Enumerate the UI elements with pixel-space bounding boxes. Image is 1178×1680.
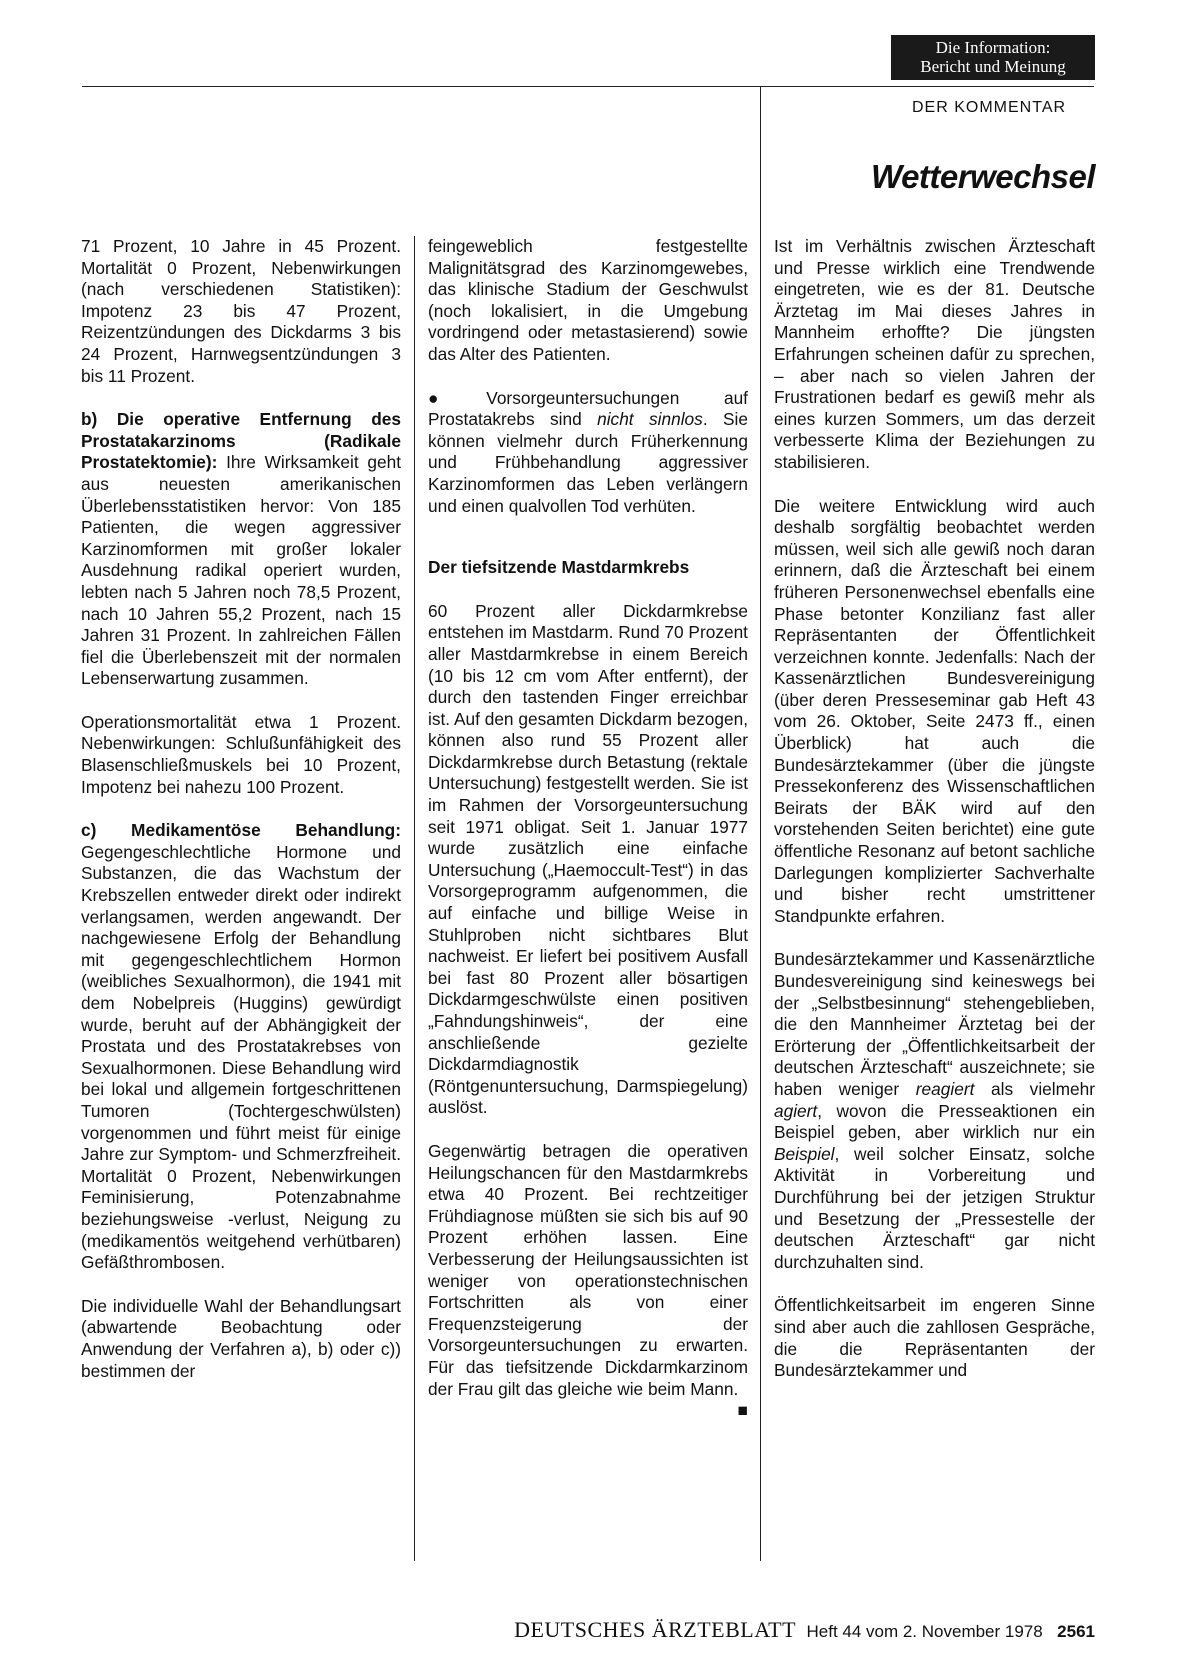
paragraph-text: Vorsorgeuntersuchungen auf Prostatakrebs sind <box>428 387 748 430</box>
commentary-title: Wetterwechsel <box>871 158 1095 195</box>
paragraph-text: , weil solcher Einsatz, solche Aktivität in Vorbereitung und Durchführung bei der jetzigen Struktur und Besetzung der „Pressestelle der deutschen Ärzteschaft“ gar nicht durchzuhalten sind. <box>774 1143 1095 1272</box>
article-column-2 <box>428 236 748 1422</box>
column-divider-left <box>414 236 415 1561</box>
emphasis: Beispiel <box>774 1143 835 1164</box>
bullet-paragraph <box>428 388 748 518</box>
emphasis: reagiert <box>915 1078 975 1099</box>
paragraph <box>81 820 401 1273</box>
section-badge <box>891 35 1095 80</box>
paragraph-text: Ihre Wirksamkeit geht aus neuesten amerikanischen Überlebensstatistiken hervor: Von 185 Patienten, die wegen aggressiver Karzinomformen mit großer lokaler Ausdehnung radikal operiert wurden, lebten nach 5 Jahren noch 78,5 Prozent, nach 10 Jahren 55,2 Prozent, nach 15 Jahren 31 Prozent. In zahlreichen Fällen fiel die Überlebenszeit mit der normalen Lebenserwartung zusammen. <box>81 452 401 689</box>
paragraph-text: Gegenwärtig betragen die operativen Heilungschancen für den Mastdarmkrebs etwa 40 Prozent. Bei rechtzeitiger Frühdiagnose müßten sie sich bis auf 90 Prozent erhöhen lassen. Eine Verbesserung der Heilungsaussichten ist weniger von operationstechnischen Fortschritten als von einer Frequenzsteigerung der Vorsorgeuntersuchungen zu erwarten. Für das tiefsitzende Dickdarmkarzinom der Frau gilt das gleiche wie beim Mann. <box>428 1140 748 1399</box>
emphasis: agiert <box>774 1100 818 1121</box>
end-of-article-mark: ■ <box>737 1400 748 1421</box>
top-rule <box>82 86 1094 87</box>
paragraph: Die weitere Entwicklung wird auch deshalb sorgfältig beobachtet werden müssen, weil sich alle gewiß noch daran erinnern, daß die Ärzteschaft bei einem früheren Personenwechsel ebenfalls eine Phase betonter Konzilianz fast aller Repräsentanten der Öffentlichkeit verzeichnen konnte. Jedenfalls: Nach der Kassenärztlichen Bundesvereinigung (über deren Presseseminar gab Heft 43 vom 26. Oktober, Seite 2473 ff., einen Überblick) hat auch die Bundesärztekammer (über die jüngste Pressekonferenz des Wissenschaftlichen Beirats der BÄK wird auf den vorstehenden Seiten berichtet) eine gute öffentliche Resonanz auf betont sachliche Darlegungen komplizierter Sachverhalte und bisher recht umstrittener Standpunkte erfahren. <box>774 495 1095 926</box>
issue-info: Heft 44 vom 2. November 1978 <box>806 1622 1043 1641</box>
section-badge-line2: Bericht und Meinung <box>920 57 1066 76</box>
commentary-column <box>774 236 1095 1404</box>
paragraph: Die individuelle Wahl der Behandlungsart (abwartende Beobachtung oder Anwendung der Verfahren a), b) oder c)) bestimmen der <box>81 1295 401 1381</box>
paragraph-text: . Sie können vielmehr durch Früherkennung und Frühbehandlung aggressiver Karzinomformen das Leben verlängern und einen qualvollen Tod verhüten. <box>428 409 748 516</box>
paragraph-text: Gegengeschlechtliche Hormone und Substanzen, die das Wachstum der Krebszellen entweder direkt oder indirekt verlangsamen, werden angewandt. Der nachgewiesene Erfolg der Behandlung mit gegengeschlechtlichem Hormon (weibliches Sexualhormon), die 1941 mit dem Nobelpreis (Huggins) gewürdigt wurde, beruht auf der Abhängigkeit der Prostata und des Prostatakrebses von Sexualhormonen. Diese Behandlung wird bei lokal und allgemein fortgeschrittenen Tumoren (Tochtergeschwülsten) vorgenommen und führt meist für einige Jahre zur Symptom- und Schmerzfreiheit. Mortalität 0 Prozent, Nebenwirkungen Feminisierung, Potenzabnahme beziehungsweise -verlust, Neigung zu (medikamentös weitgehend verhütbaren) Gefäßthrombosen. <box>81 841 401 1273</box>
page-footer <box>360 1617 1095 1643</box>
paragraph: 60 Prozent aller Dickdarmkrebse entstehen im Mastdarm. Rund 70 Prozent aller Mastdarmkrebse in einem Bereich (10 bis 12 cm vom After entfernt), der durch den tastenden Finger erreichbar ist. Auf den gesamten Dickdarm bezogen, können also rund 55 Prozent aller Dickdarmkrebse durch Betastung (rektale Untersuchung) festgestellt werden. Sie ist im Rahmen der Vorsorgeuntersuchung seit 1971 obligat. Seit 1. Januar 1977 wurde zusätzlich eine einfache Untersuchung („Haemoccult-Test“) in das Vorsorgeprogramm aufgenommen, die auf einfache und billige Weise in Stuhlproben nicht sichtbares Blut nachweist. Er liefert bei positivem Ausfall bei fast 80 Prozent aller bösartigen Dickdarmgeschwülste einen positiven „Fahndungshinweis“, der eine anschließende gezielte Dickdarmdiagnostik (Röntgenuntersuchung, Darmspiegelung) auslöst. <box>428 600 748 1118</box>
paragraph-text: Bundesärztekammer und Kassenärztliche Bundesvereinigung sind keineswegs bei der „Selbstbesinnung“ stehengeblieben, die den Mannheimer Ärztetag bei der Erörterung der „Öffentlichkeitsarbeit der deutschen Ärzteschaft“ auszeichnete; sie haben weniger <box>774 949 1095 1099</box>
paragraph: Operationsmortalität etwa 1 Prozent. Nebenwirkungen: Schlußunfähigkeit des Blasenschließmuskels bei 10 Prozent, Impotenz bei nahezu 100 Prozent. <box>81 711 401 797</box>
paragraph: Öffentlichkeitsarbeit im engeren Sinne sind aber auch die zahllosen Gespräche, die die Repräsentanten der Bundesärztekammer und <box>774 1295 1095 1381</box>
paragraph: Ist im Verhältnis zwischen Ärzteschaft und Presse wirklich eine Trendwende eingetreten, wie es der 81. Deutsche Ärztetag im Mai dieses Jahres in Mannheim erhoffte? Die jüngsten Erfahrungen scheinen dafür zu sprechen, – aber nach so vielen Jahren der Frustrationen bedarf es gewiß mehr als eines kurzen Sommers, um das derzeit verbesserte Klima der Beziehungen zu stabilisieren. <box>774 236 1095 472</box>
commentary-label: DER KOMMENTAR <box>912 99 1067 116</box>
column-divider-right <box>760 86 761 1561</box>
section-badge-line1: Die Information: <box>935 38 1051 57</box>
paragraph <box>428 1140 748 1421</box>
paragraph-text: , wovon die Presseaktionen ein Beispiel geben, aber wirklich nur ein <box>774 1100 1095 1143</box>
paragraph <box>774 949 1095 1273</box>
section-heading-b: b) Die operative Entfernung des Prostatakarzinoms (Radikale Prostatektomie): <box>81 409 401 473</box>
paragraph: 71 Prozent, 10 Jahre in 45 Prozent. Mortalität 0 Prozent, Nebenwirkungen (nach verschiedenen Statistiken): Impotenz 23 bis 47 Prozent, Reizentzündungen des Dickdarms 3 bis 24 Prozent, Harnwegsentzündungen 3 bis 11 Prozent. <box>81 236 401 386</box>
section-heading-c: c) Medikamentöse Behandlung: <box>81 820 401 841</box>
journal-name: DEUTSCHES ÄRZTEBLATT <box>514 1617 797 1642</box>
article-column-1 <box>81 236 401 1404</box>
paragraph: feingeweblich festgestellte Malignitätsgrad des Karzinomgewebes, das klinische Stadium der Geschwulst (noch lokalisiert, in die Umgebung vordringend oder metastasierend) sowie das Alter des Patienten. <box>428 236 748 364</box>
paragraph-text: als vielmehr <box>974 1078 1095 1099</box>
page-number: 2561 <box>1057 1622 1095 1641</box>
emphasis: nicht sinnlos <box>597 409 703 430</box>
paragraph <box>81 409 401 690</box>
subheading: Der tiefsitzende Mastdarmkrebs <box>428 557 690 578</box>
